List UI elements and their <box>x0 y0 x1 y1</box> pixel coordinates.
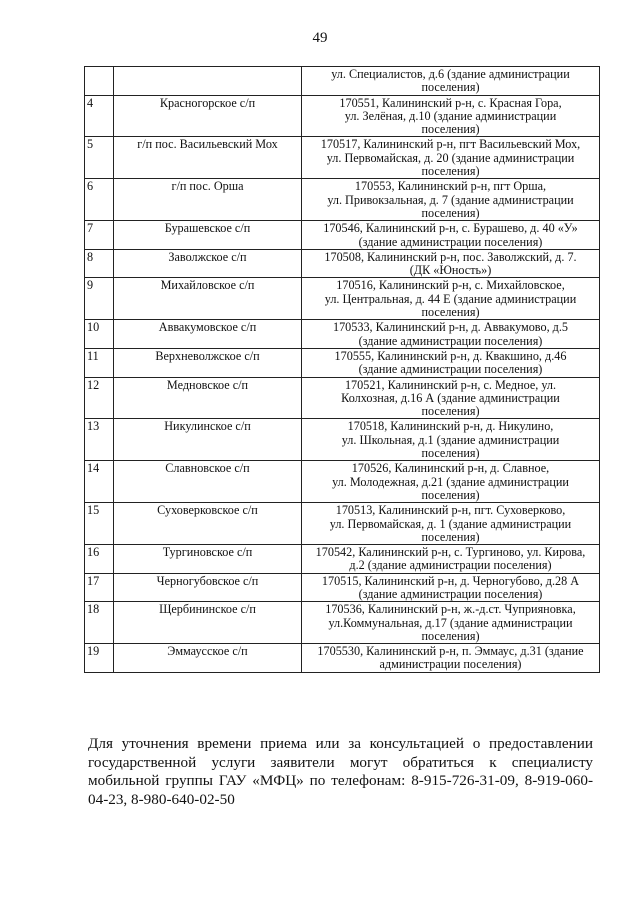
settlement-name: Медновское с/п <box>114 377 302 419</box>
table-row <box>85 95 600 137</box>
row-number: 10 <box>85 320 114 349</box>
settlement-address: 170526, Калининский р-н, д. Славное, ул. Молодежная, д.21 (здание администрации поселения) <box>302 461 600 503</box>
row-number: 16 <box>85 545 114 574</box>
row-number: 9 <box>85 278 114 320</box>
settlement-name: Славновское с/п <box>114 461 302 503</box>
settlements-table <box>84 66 600 673</box>
settlement-name: Никулинское с/п <box>114 419 302 461</box>
settlement-address: 170518, Калининский р-н, д. Никулино, ул. Школьная, д.1 (здание администрации поселения) <box>302 419 600 461</box>
contact-note: Для уточнения времени приема или за консультацией о предоставлении государственной услуги заявители могут обратиться к специалисту мобильной группы ГАУ «МФЦ» по телефонам: 8-915-726-31-09, 8-919-060-04-23, 8-980-640-02-50 <box>88 735 593 808</box>
table-row <box>85 221 600 250</box>
settlement-address: 170546, Калининский р-н, с. Бурашево, д. 40 «У» (здание администрации поселения) <box>302 221 600 250</box>
settlement-address: 170533, Калининский р-н, д. Аввакумово, д.5 (здание администрации поселения) <box>302 320 600 349</box>
row-number: 6 <box>85 179 114 221</box>
table-row <box>85 320 600 349</box>
settlement-name: Суховерковское с/п <box>114 503 302 545</box>
settlement-name: Красногорское с/п <box>114 95 302 137</box>
table-row <box>85 179 600 221</box>
row-number: 19 <box>85 644 114 673</box>
table-row <box>85 377 600 419</box>
settlement-name: г/п пос. Орша <box>114 179 302 221</box>
settlement-address: 170517, Калининский р-н, пгт Васильевский Мох, ул. Первомайская, д. 20 (здание администрации поселения) <box>302 137 600 179</box>
table-row <box>85 545 600 574</box>
table-row <box>85 249 600 278</box>
row-number: 12 <box>85 377 114 419</box>
table-row <box>85 419 600 461</box>
row-number: 14 <box>85 461 114 503</box>
row-number: 4 <box>85 95 114 137</box>
row-number: 11 <box>85 348 114 377</box>
settlement-name <box>114 67 302 96</box>
row-number: 17 <box>85 573 114 602</box>
settlement-address: 170536, Калининский р-н, ж.-д.ст. Чуприяновка, ул.Коммунальная, д.17 (здание администрации поселения) <box>302 602 600 644</box>
row-number: 13 <box>85 419 114 461</box>
table-row <box>85 278 600 320</box>
settlement-address: 170521, Калининский р-н, с. Медное, ул. Колхозная, д.16 А (здание администрации поселения) <box>302 377 600 419</box>
settlement-address: ул. Специалистов, д.6 (здание администрации поселения) <box>302 67 600 96</box>
settlement-address: 170508, Калининский р-н, пос. Заволжский, д. 7. (ДК «Юность») <box>302 249 600 278</box>
settlement-name: Заволжское с/п <box>114 249 302 278</box>
settlement-name: Черногубовское с/п <box>114 573 302 602</box>
table-row <box>85 461 600 503</box>
settlement-name: Михайловское с/п <box>114 278 302 320</box>
row-number: 5 <box>85 137 114 179</box>
settlement-address: 170516, Калининский р-н, с. Михайловское, ул. Центральная, д. 44 Е (здание администрации поселения) <box>302 278 600 320</box>
settlement-address: 170515, Калининский р-н, д. Черногубово, д.28 А (здание администрации поселения) <box>302 573 600 602</box>
settlement-address: 170542, Калининский р-н, с. Тургиново, ул. Кирова, д.2 (здание администрации поселения) <box>302 545 600 574</box>
settlement-address: 170555, Калининский р-н, д. Квакшино, д.46 (здание администрации поселения) <box>302 348 600 377</box>
row-number: 7 <box>85 221 114 250</box>
settlement-address: 170551, Калининский р-н, с. Красная Гора, ул. Зелёная, д.10 (здание администрации поселения) <box>302 95 600 137</box>
table-row <box>85 137 600 179</box>
row-number <box>85 67 114 96</box>
row-number: 18 <box>85 602 114 644</box>
settlement-name: г/п пос. Васильевский Мох <box>114 137 302 179</box>
settlement-name: Верхневолжское с/п <box>114 348 302 377</box>
table-row <box>85 644 600 673</box>
settlement-name: Щербининское с/п <box>114 602 302 644</box>
table-row <box>85 67 600 96</box>
settlement-address: 170513, Калининский р-н, пгт. Суховерково, ул. Первомайская, д. 1 (здание администрации поселения) <box>302 503 600 545</box>
settlements-table-body <box>85 67 600 673</box>
settlement-name: Тургиновское с/п <box>114 545 302 574</box>
table-row <box>85 348 600 377</box>
settlement-name: Эммаусское с/п <box>114 644 302 673</box>
row-number: 8 <box>85 249 114 278</box>
table-row <box>85 573 600 602</box>
settlement-address: 170553, Калининский р-н, пгт Орша, ул. Привокзальная, д. 7 (здание администрации поселения) <box>302 179 600 221</box>
settlement-name: Аввакумовское с/п <box>114 320 302 349</box>
page-number: 49 <box>312 30 328 46</box>
table-row <box>85 503 600 545</box>
settlement-name: Бурашевское с/п <box>114 221 302 250</box>
row-number: 15 <box>85 503 114 545</box>
settlement-address: 1705530, Калининский р-н, п. Эммаус, д.31 (здание администрации поселения) <box>302 644 600 673</box>
table-row <box>85 602 600 644</box>
